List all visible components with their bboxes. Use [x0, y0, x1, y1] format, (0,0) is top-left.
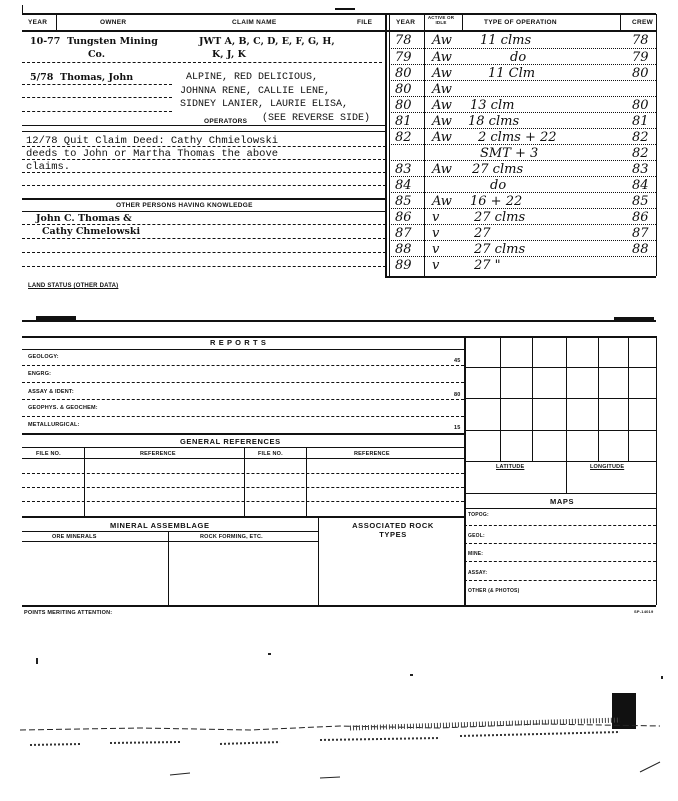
log-status: v: [432, 226, 440, 241]
log-status: Aw: [432, 33, 452, 48]
quitclaim-line-2: deeds to John or Martha Thomas the above: [26, 148, 279, 160]
log-year: 89: [395, 258, 412, 273]
gr-col-reference-1: REFERENCE: [140, 451, 176, 457]
header-claim-name: CLAIM NAME: [232, 19, 277, 26]
land-status-divider: [22, 320, 656, 322]
log-operation: 27 clms: [474, 242, 526, 257]
report-metallurgical: METALLURGICAL:: [28, 422, 80, 428]
log-crew: 87: [632, 226, 649, 241]
log-status: Aw: [432, 50, 452, 65]
log-status: Aw: [432, 114, 452, 129]
log-year: 87: [395, 226, 412, 241]
other-person-2: Cathy Chmelowski: [42, 226, 141, 237]
longitude-label: LONGITUDE: [590, 464, 625, 470]
log-status: Aw: [432, 82, 452, 97]
report-metallurgical-num: 15: [454, 425, 461, 431]
owner-claims-4: SIDNEY LANIER, LAURIE ELISA,: [180, 99, 349, 110]
owner-name-1b: Co.: [88, 49, 106, 60]
log-year: 82: [395, 130, 412, 145]
log-status: Aw: [432, 98, 452, 113]
gr-col-file-no-2: FILE NO.: [258, 451, 283, 457]
log-year: 79: [395, 50, 412, 65]
log-year: 80: [395, 82, 412, 97]
land-status-label: LAND STATUS (OTHER DATA): [28, 283, 119, 289]
header-file: FILE: [357, 19, 373, 26]
owner-claims-2: ALPINE, RED DELICIOUS,: [186, 72, 319, 83]
log-operation: 11 Clm: [488, 66, 536, 81]
latitude-label: LATITUDE: [496, 464, 525, 470]
rock-forming-label: ROCK FORMING, ETC.: [200, 534, 263, 540]
header-active-or-idle: ACTIVE OR IDLE: [427, 15, 455, 25]
owner-name-1: Tungsten Mining: [67, 36, 158, 47]
gr-col-reference-2: REFERENCE: [354, 451, 390, 457]
log-operation: 27 clms: [474, 210, 526, 225]
log-operation: 27: [474, 226, 491, 241]
ore-minerals-label: ORE MINERALS: [52, 534, 97, 540]
maps-title: MAPS: [550, 497, 575, 506]
reports-title: R E P O R T S: [210, 338, 267, 347]
owner-year-2: 5/78: [30, 72, 54, 83]
quitclaim-line-3: claims.: [26, 161, 71, 173]
log-year: 80: [395, 98, 412, 113]
owner-name-2: Thomas, John: [60, 72, 134, 83]
report-geology: GEOLOGY:: [28, 354, 59, 360]
general-references-title: GENERAL REFERENCES: [180, 437, 281, 446]
log-status: Aw: [432, 162, 452, 177]
other-persons-label: OTHER PERSONS HAVING KNOWLEDGE: [116, 202, 253, 209]
log-crew: 82: [632, 130, 649, 145]
log-year: 80: [395, 66, 412, 81]
points-meriting-label: POINTS MERITING ATTENTION:: [24, 610, 113, 616]
log-year: 85: [395, 194, 412, 209]
maps-mine: MINE:: [468, 551, 484, 557]
report-assay-num: 80: [454, 392, 461, 398]
header-crew: CREW: [632, 19, 654, 26]
log-operation: do: [490, 178, 507, 193]
log-operation: 13 clm: [470, 98, 515, 113]
log-operation: 2 clms + 22: [478, 130, 557, 145]
log-status: Aw: [432, 194, 452, 209]
report-geophys: GEOPHYS. & GEOCHEM:: [28, 405, 98, 411]
header-year: YEAR: [28, 19, 48, 26]
operators-note: (SEE REVERSE SIDE): [262, 113, 371, 124]
log-status: Aw: [432, 66, 452, 81]
log-year: 78: [395, 33, 412, 48]
log-operation: 11 clms: [480, 33, 532, 48]
associated-rock-types: ASSOCIATED ROCK TYPES: [352, 521, 434, 539]
header-owner: OWNER: [100, 19, 127, 26]
report-assay: ASSAY & IDENT:: [28, 389, 74, 395]
form-number: SP-14019: [634, 609, 654, 614]
owner-claims-1: JWT A, B, C, D, E, F, G, H,: [199, 36, 335, 47]
log-year: 86: [395, 210, 412, 225]
log-status: v: [432, 210, 440, 225]
maps-other: OTHER (& PHOTOS): [468, 588, 520, 594]
log-operation: 18 clms: [468, 114, 520, 129]
log-year: 88: [395, 242, 412, 257]
maps-assay: ASSAY:: [468, 570, 488, 576]
log-crew: 84: [632, 178, 649, 193]
log-year: 84: [395, 178, 412, 193]
log-operation: 27 ": [474, 258, 501, 273]
log-crew: 83: [632, 162, 649, 177]
log-crew: 80: [632, 66, 649, 81]
log-crew: 78: [632, 33, 649, 48]
scan-noise-svg: [20, 700, 670, 790]
log-status: Aw: [432, 130, 452, 145]
log-crew: 80: [632, 98, 649, 113]
other-person-1: John C. Thomas &: [36, 213, 132, 224]
header-year-2: YEAR: [396, 19, 416, 26]
report-geology-num: 45: [454, 358, 461, 364]
log-year: 81: [395, 114, 412, 129]
gr-col-file-no-1: FILE NO.: [36, 451, 61, 457]
maps-topog: TOPOG:: [468, 512, 489, 518]
log-crew: 79: [632, 50, 649, 65]
maps-geol: GEOL:: [468, 533, 485, 539]
log-status: v: [432, 258, 440, 273]
log-crew: 81: [632, 114, 649, 129]
log-year: 83: [395, 162, 412, 177]
log-crew: 82: [632, 146, 649, 161]
log-crew: 86: [632, 210, 649, 225]
quitclaim-line-1: 12/78 Quit Claim Deed: Cathy Chmielowski: [26, 135, 279, 147]
header-type-of-operation: TYPE OF OPERATION: [484, 19, 557, 26]
report-engrg: ENGRG:: [28, 371, 52, 377]
mineral-assemblage-title: MINERAL ASSEMBLAGE: [110, 521, 210, 530]
operators-label: OPERATORS: [204, 118, 248, 125]
owner-year-1: 10-77: [30, 36, 61, 47]
log-operation: 27 clms: [472, 162, 524, 177]
log-operation: 16 + 22: [470, 194, 523, 209]
owner-claims-1b: K, J, K: [212, 49, 246, 60]
log-crew: 85: [632, 194, 649, 209]
log-status: v: [432, 242, 440, 257]
log-crew: 88: [632, 242, 649, 257]
log-operation: SMT + 3: [480, 146, 539, 161]
log-operation: do: [510, 50, 527, 65]
owner-claims-3: JOHNNA RENE, CALLIE LENE,: [180, 86, 331, 97]
